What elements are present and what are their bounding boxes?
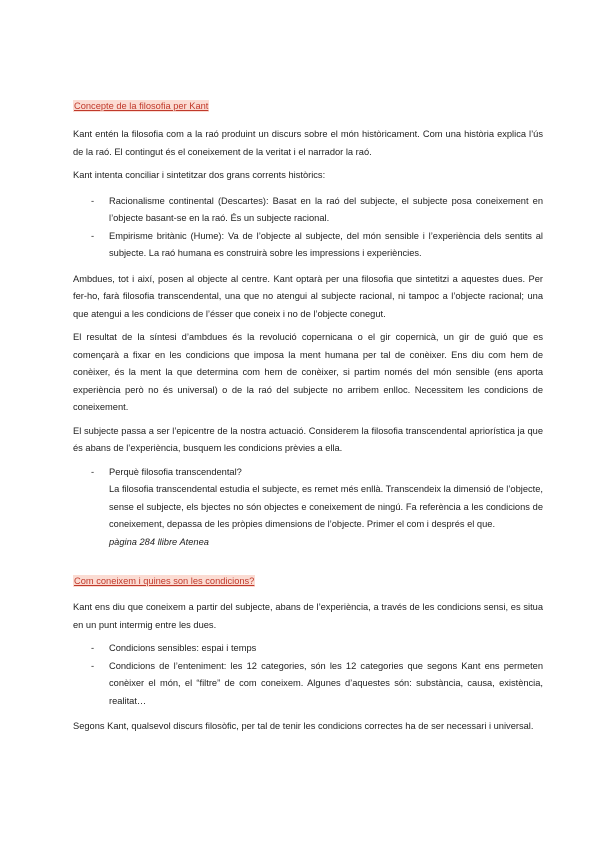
list-item-text: Condicions de l’enteniment: les 12 categories, són les 12 categories que segons Kant ens permeten conèixer el món, el “filtre” de com coneixem. Algunes d’aquestes són: substància, causa, existència, realitat… [109, 660, 543, 706]
list-item [73, 193, 543, 228]
list-item [73, 640, 543, 658]
paragraph: El resultat de la síntesi d’ambdues és la revolució copernicana o el gir copernicà, un gir de guió que es començarà a fixar en les condicions que imposa la ment humana per tal de conèixer. Ens diu com hem de conèixer, és la ment la que determina com hem de conèixer, si partim només del món sensible (ens aporta experiència però no és universal) o de la raó del subjecte no arribem enlloc. Necessitem les condicions de coneixement. [73, 332, 543, 412]
bullet-list [73, 640, 543, 710]
dash-bullet: - [91, 230, 95, 241]
dash-bullet: - [91, 466, 95, 477]
question-answer: La filosofia transcendental estudia el subjecte, es remet més enllà. Transcendeix la dimensió de l’objecte, sense el subjecte, els bjectes no són objectes e coneixement de ningú. Fa referència a les condicions de coneixement, depassa de les pròpies dimensions de l’objecte. Primer el com i després el que. [109, 484, 543, 529]
list-item-text: Condicions sensibles: espai i temps [109, 643, 257, 653]
paragraph: Kant intenta conciliar i sintetitzar dos grans corrents històrics: [73, 170, 326, 180]
paragraph: Kant ens diu que coneixem a partir del subjecte, abans de l’experiència, a través de les condicions sensi, es situa en un punt intermig entre les dues. [73, 602, 543, 630]
list-item [73, 464, 543, 552]
list-item [73, 228, 543, 263]
paragraph: El subjecte passa a ser l’epicentre de la nostra actuació. Considerem la filosofia transcendental apriorística ja que és abans de l’experiència, busquem les condicions prèvies a ella. [73, 425, 543, 453]
section-heading-conditions: Com coneixem i quines son les condicions? [74, 576, 255, 586]
paragraph: Kant entén la filosofia com a la raó produint un discurs sobre el món històricament. Com una història explica l’ús de la raó. El contingut és el coneixement de la veritat i el narrador la raó. [73, 129, 543, 157]
list-item-text: Racionalisme continental (Descartes): Basat en la raó del subjecte, el subjecte posa coneixement en l’objecte basant-se en la raó. És un subjecte racional. [109, 195, 543, 223]
section-heading-kant-philosophy: Concepte de la filosofia per Kant [74, 101, 209, 111]
question-text: Perquè filosofia transcendental? [109, 466, 242, 477]
book-reference: pàgina 284 llibre Atenea [109, 536, 209, 547]
dash-bullet: - [91, 195, 95, 206]
dash-bullet: - [91, 643, 95, 653]
dash-bullet: - [91, 660, 95, 671]
list-item-text: Empirisme britànic (Hume): Va de l’objecte al subjecte, del món sensible i l’experiència dels sentits al subjecte. La raó humana es construirà sobre les impressions i experiències. [109, 230, 543, 258]
bullet-list [73, 193, 543, 263]
paragraph: Segons Kant, qualsevol discurs filosòfic, per tal de tenir les condicions correctes ha de ser necessari i universal. [73, 721, 534, 731]
document-content [73, 96, 543, 736]
list-item [73, 658, 543, 711]
paragraph: Ambdues, tot i així, posen al objecte al centre. Kant optarà per una filosofia que sintetitzi a aquestes dues. Per fer-ho, farà filosofia transcendental, una que no atengui al subjecte racional, ni tampoc a l’objecte racional; una que atengui a les condicions de l’ésser que coneix i no de l’objecte conegut. [73, 273, 543, 319]
bullet-list [73, 464, 543, 552]
